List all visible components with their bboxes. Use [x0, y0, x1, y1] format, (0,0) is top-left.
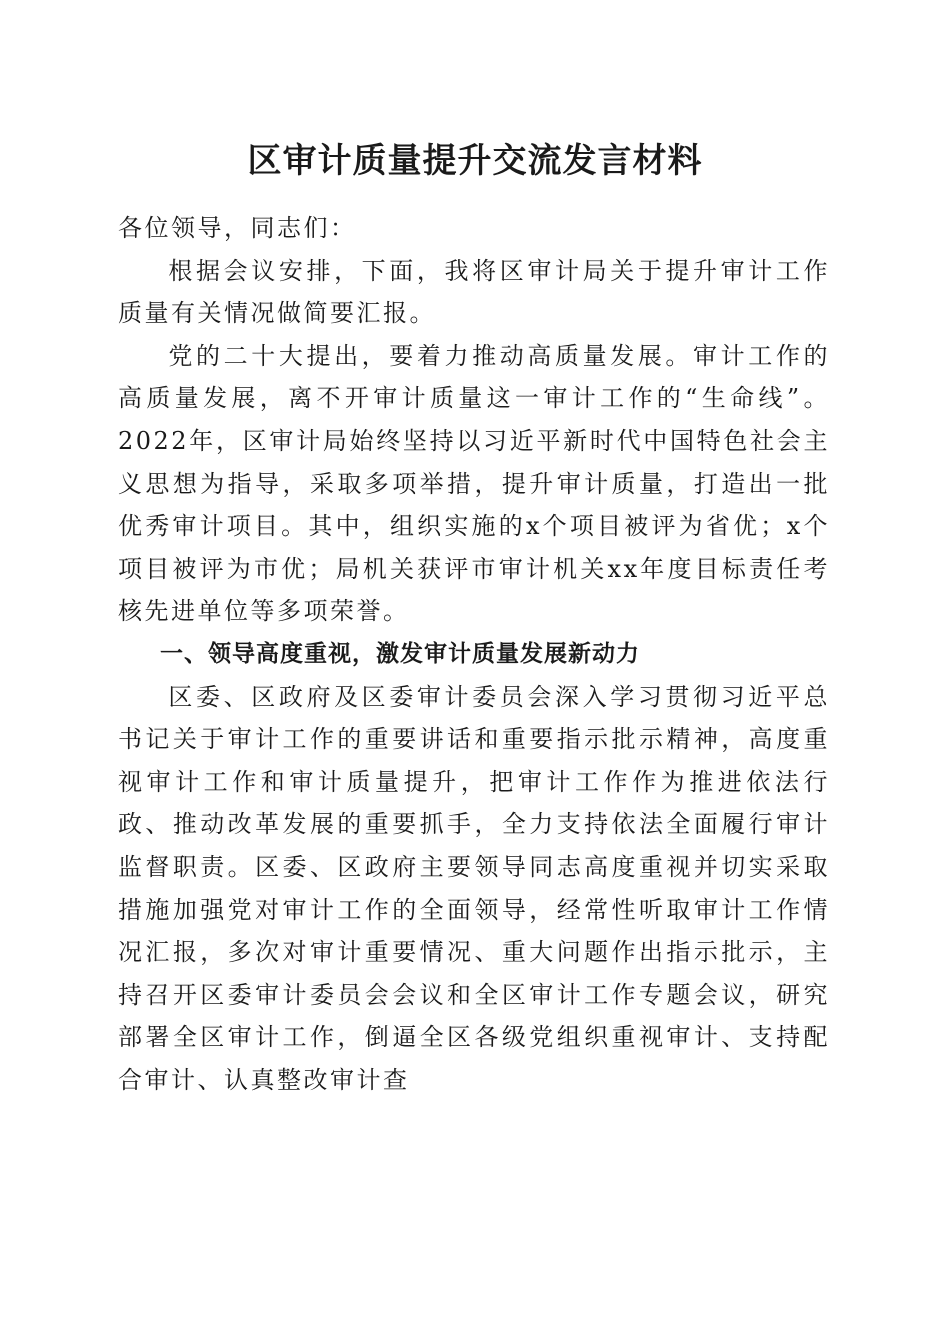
document-title: 区审计质量提升交流发言材料: [247, 141, 703, 181]
salutation: 各位领导，同志们：: [118, 214, 357, 242]
paragraph-intro: 根据会议安排，下面，我将区审计局关于提升审计工作质量有关情况做简要汇报。: [118, 256, 830, 328]
section-heading-1: 一、领导高度重视，激发审计质量发展新动力: [160, 640, 640, 667]
section-1-paragraph: 区委、区政府及区委审计委员会深入学习贯彻习近平总书记关于审计工作的重要讲话和重要指示批示精神，高度重视审计工作和审计质量提升，把审计工作作为推进依法行政、推动改革发展的重要抓手，全力支持依法全面履行审计监督职责。区委、区政府主要领导同志高度重视并切实采取措施加强党对审计工作的全面领导，经常性听取审计工作情况汇报，多次对审计重要情况、重大问题作出指示批示，主持召开区委审计委员会会议和全区审计工作专题会议，研究部署全区审计工作，倒逼全区各级党组织重视审计、支持配合审计、认真整改审计查: [118, 682, 830, 1094]
document-body: [118, 207, 830, 1101]
paragraph-overview: 党的二十大提出，要着力推动高质量发展。审计工作的高质量发展，离不开审计质量这一审计工作的“生命线”。2022年，区审计局始终坚持以习近平新时代中国特色社会主义思想为指导，采取多项举措，提升审计质量，打造出一批优秀审计项目。其中，组织实施的x个项目被评为省优；x个项目被评为市优；局机关获评市审计机关xx年度目标责任考核先进单位等多项荣誉。: [118, 341, 830, 626]
